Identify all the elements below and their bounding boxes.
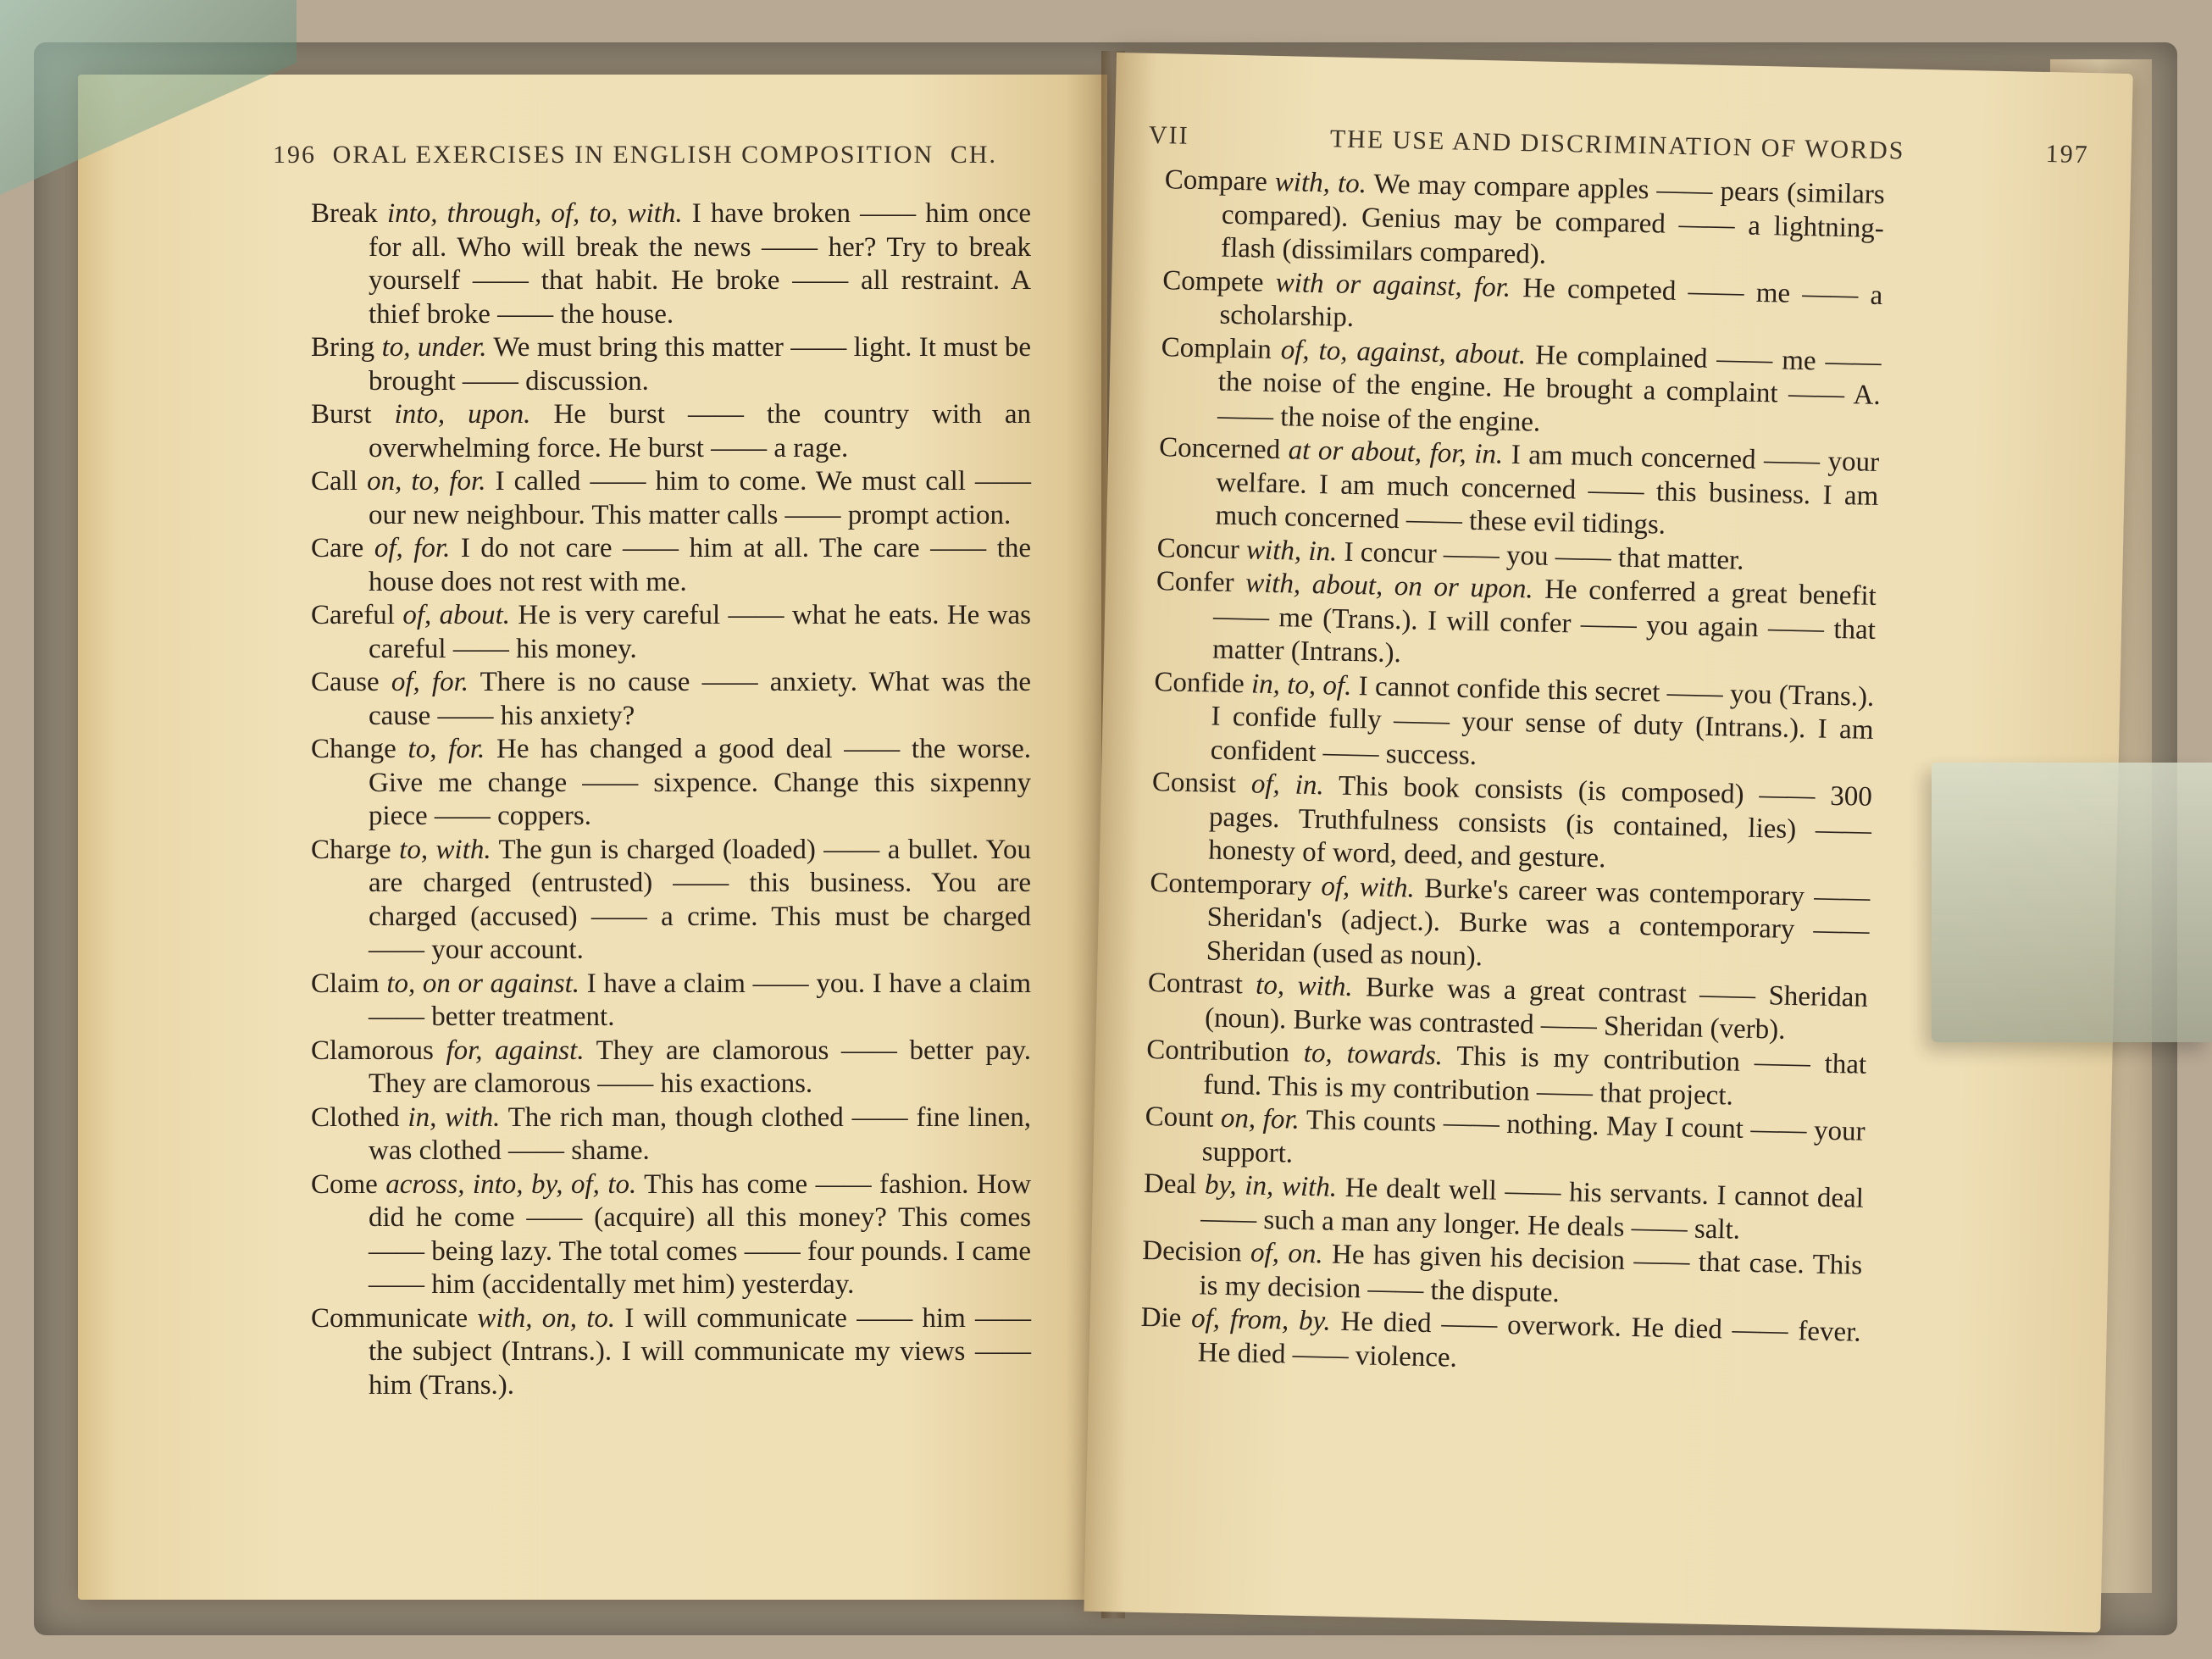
dictionary-entry: [1150, 766, 1872, 881]
entry-prepositions: of, on.: [1250, 1237, 1324, 1270]
dictionary-entry: [311, 599, 1031, 666]
entry-examples: I have a claim —— you. I have a claim —— better treatment.: [369, 968, 1031, 1032]
dictionary-entry: [311, 465, 1031, 532]
glass-weight: [1932, 763, 2212, 1042]
entry-headword: Careful: [311, 600, 395, 630]
dictionary-entry: [311, 733, 1031, 834]
entry-headword: Contrast: [1147, 968, 1244, 1001]
entry-headword: Die: [1140, 1301, 1182, 1334]
entry-examples: He complained —— me —— the noise of the engine. He brought a complaint —— A. —— the noise of the engine.: [1217, 339, 1882, 438]
entry-examples: There is no cause —— anxiety. What was the cause —— his anxiety?: [369, 667, 1032, 731]
entry-prepositions: by, in, with.: [1204, 1169, 1338, 1203]
entry-examples: I cannot confide this secret —— you (Trans.). I confide fully —— your sense of duty (Intrans.). I am confident —— success.: [1210, 670, 1875, 771]
entry-prepositions: to, with.: [399, 834, 491, 865]
entry-headword: Clothed: [311, 1101, 400, 1133]
entry-headword: Communicate: [311, 1302, 468, 1334]
entry-prepositions: of, about.: [402, 600, 511, 630]
entry-prepositions: with, on, to.: [477, 1302, 616, 1334]
dictionary-entry: [311, 1101, 1031, 1168]
dictionary-entry: [1148, 867, 1870, 982]
entry-prepositions: of, for.: [374, 533, 451, 563]
dictionary-entry: [1157, 431, 1879, 547]
dictionary-entry: [311, 532, 1031, 599]
entry-prepositions: for, against.: [446, 1035, 585, 1066]
entry-prepositions: to, under.: [381, 332, 487, 363]
entry-prepositions: of, from, by.: [1190, 1303, 1332, 1337]
entry-headword: Contribution: [1145, 1035, 1290, 1068]
entry-headword: Deal: [1143, 1168, 1197, 1201]
entry-prepositions: with or against, for.: [1275, 267, 1511, 303]
entry-prepositions: at or about, for, in.: [1288, 435, 1504, 470]
entry-headword: Charge: [311, 834, 391, 865]
entry-prepositions: in, with.: [407, 1101, 501, 1133]
entry-prepositions: to, for.: [407, 734, 485, 764]
entry-prepositions: to, towards.: [1303, 1037, 1444, 1072]
entry-examples: This is my contribution —— that fund. This is my contribution —— that project.: [1203, 1040, 1867, 1112]
entry-headword: Concur: [1156, 532, 1240, 565]
entry-headword: Compare: [1164, 164, 1268, 197]
entry-headword: Concerned: [1158, 432, 1281, 466]
entry-examples: Burke's career was contemporary —— Sheridan's (adject.). Burke was a contemporary —— Sheridan (used as noun).: [1206, 873, 1871, 972]
entry-headword: Claim: [311, 968, 380, 999]
entry-prepositions: of, for.: [391, 667, 469, 697]
dictionary-entry: [311, 331, 1031, 398]
entry-headword: Count: [1145, 1101, 1214, 1134]
entry-prepositions: into, through, of, to, with.: [386, 198, 683, 229]
entry-examples: This book consists (is composed) —— 300 pages. Truthfulness consists (is contained, lies) —— honesty of word, deed, and gesture.: [1207, 770, 1873, 874]
entry-examples: He died —— overwork. He died —— fever. He died —— violence.: [1197, 1306, 1861, 1373]
entry-examples: He dealt well —— his servants. I cannot deal —— such a man any longer. He deals —— salt.: [1200, 1172, 1865, 1246]
dictionary-entry: [311, 1035, 1031, 1101]
entry-prepositions: to, on or against.: [386, 968, 580, 999]
entry-prepositions: into, upon.: [394, 399, 531, 430]
chapter-mark: CH.: [950, 141, 997, 169]
entry-headword: Burst: [311, 399, 372, 430]
dictionary-entry: [1155, 565, 1877, 680]
dictionary-entry: [311, 398, 1031, 465]
entry-headword: Clamorous: [311, 1035, 434, 1066]
left-page: [78, 75, 1107, 1600]
entry-examples: I am much concerned —— your welfare. I am much concerned —— this business. I am much concerned —— these evil tidings.: [1215, 439, 1880, 541]
entry-headword: Cause: [311, 667, 380, 697]
entry-examples: I called —— him to come. We must call —— our new neighbour. This matter calls —— prompt action.: [369, 466, 1032, 530]
entry-examples: The rich man, though clothed —— fine linen, was clothed —— shame.: [369, 1101, 1031, 1166]
entry-headword: Complain: [1161, 331, 1272, 365]
entry-headword: Decision: [1142, 1235, 1243, 1268]
entry-headword: Consist: [1151, 767, 1237, 800]
entry-examples: He has changed a good deal —— the worse. Give me change —— sixpence. Change this sixpenny piece —— coppers.: [369, 734, 1032, 831]
entry-examples: I do not care —— him at all. The care —— the house does not rest with me.: [369, 533, 1032, 597]
dictionary-entry: [1152, 666, 1874, 781]
entry-prepositions: of, in.: [1250, 768, 1325, 802]
entry-prepositions: on, for.: [1220, 1102, 1300, 1135]
entry-headword: Bring: [311, 332, 375, 363]
entry-headword: Care: [311, 533, 364, 563]
entry-prepositions: to, with.: [1255, 969, 1354, 1003]
entry-examples: He competed —— me —— a scholarship.: [1219, 272, 1883, 333]
entry-prepositions: on, to, for.: [367, 466, 486, 497]
page-number: 196: [273, 141, 316, 169]
entry-headword: Confide: [1154, 666, 1245, 699]
right-page-header: [1149, 121, 2089, 169]
left-page-header: [273, 141, 997, 169]
entry-prepositions: in, to, of.: [1250, 668, 1352, 702]
entry-examples: This counts —— nothing. May I count —— your support.: [1201, 1104, 1866, 1169]
entry-headword: Confer: [1156, 566, 1234, 599]
entry-examples: They are clamorous —— better pay. They are clamorous —— his exactions.: [369, 1035, 1032, 1099]
page-number: 197: [2045, 139, 2090, 169]
entry-prepositions: with, to.: [1274, 166, 1367, 200]
dictionary-entry: [311, 1168, 1031, 1302]
entry-headword: Contemporary: [1150, 867, 1312, 902]
entry-examples: He is very careful —— what he eats. He was careful —— his money.: [369, 600, 1032, 664]
dictionary-entry: [311, 666, 1031, 733]
entry-examples: This has come —— fashion. How did he come —— (acquire) all this money? This comes —— being lazy. The total comes —— four pounds. I came —— him (accidentally met him) yesterday.: [369, 1168, 1032, 1300]
entry-examples: The gun is charged (loaded) —— a bullet. You are charged (entrusted) —— this business. You are charged (accused) —— a crime. This must be charged —— your account.: [369, 834, 1031, 965]
entry-headword: Change: [311, 734, 396, 764]
left-page-entries: [311, 197, 1031, 1402]
running-title: THE USE AND DISCRIMINATION OF WORDS: [1329, 125, 1905, 165]
dictionary-entry: [311, 1302, 1031, 1403]
entry-prepositions: with, in.: [1245, 534, 1338, 568]
dictionary-entry: [311, 834, 1031, 968]
entry-headword: Call: [311, 466, 358, 497]
dictionary-entry: [1139, 1301, 1860, 1384]
entry-examples: He burst —— the country with an overwhelming force. He burst —— a rage.: [369, 399, 1032, 463]
dictionary-entry: [311, 968, 1031, 1035]
dictionary-entry: [1160, 331, 1882, 447]
chapter-mark: VII: [1148, 120, 1189, 150]
entry-examples: I will communicate —— him —— the subject (Intrans.). I will communicate my views —— him (Trans.).: [369, 1302, 1032, 1401]
entry-examples: We must bring this matter —— light. It must be brought —— discussion.: [369, 332, 1032, 397]
entry-headword: Break: [311, 198, 378, 229]
running-title: ORAL EXERCISES IN ENGLISH COMPOSITION: [332, 141, 934, 169]
entry-examples: We may compare apples —— pears (similars compared). Genius may be compared —— a lightning-flash (dissimilars compared).: [1220, 169, 1886, 270]
dictionary-entry: [1163, 164, 1885, 279]
entry-examples: He has given his decision —— that case. This is my decision —— the dispute.: [1199, 1239, 1863, 1308]
entry-examples: Burke was a great contrast —— Sheridan (noun). Burke was contrasted —— Sheridan (verb).: [1204, 972, 1869, 1046]
entry-examples: I have broken —— him once for all. Who will break the news —— her? Try to break yourself —— that habit. He broke —— all restraint. A thief broke —— the house.: [369, 198, 1032, 330]
entry-prepositions: across, into, by, of, to.: [385, 1168, 637, 1200]
entry-prepositions: with, about, on or upon.: [1245, 568, 1534, 605]
entry-headword: Compete: [1162, 264, 1264, 298]
entry-examples: He conferred a great benefit —— me (Trans.). I will confer —— you again —— that matter (Intrans.).: [1211, 574, 1877, 669]
entry-examples: I concur —— you —— that matter.: [1344, 536, 1744, 576]
entry-headword: Come: [311, 1168, 378, 1200]
dictionary-entry: [311, 197, 1031, 331]
entry-prepositions: of, with.: [1321, 870, 1416, 904]
right-page-entries: [1139, 164, 1885, 1383]
entry-prepositions: of, to, against, about.: [1280, 334, 1527, 370]
